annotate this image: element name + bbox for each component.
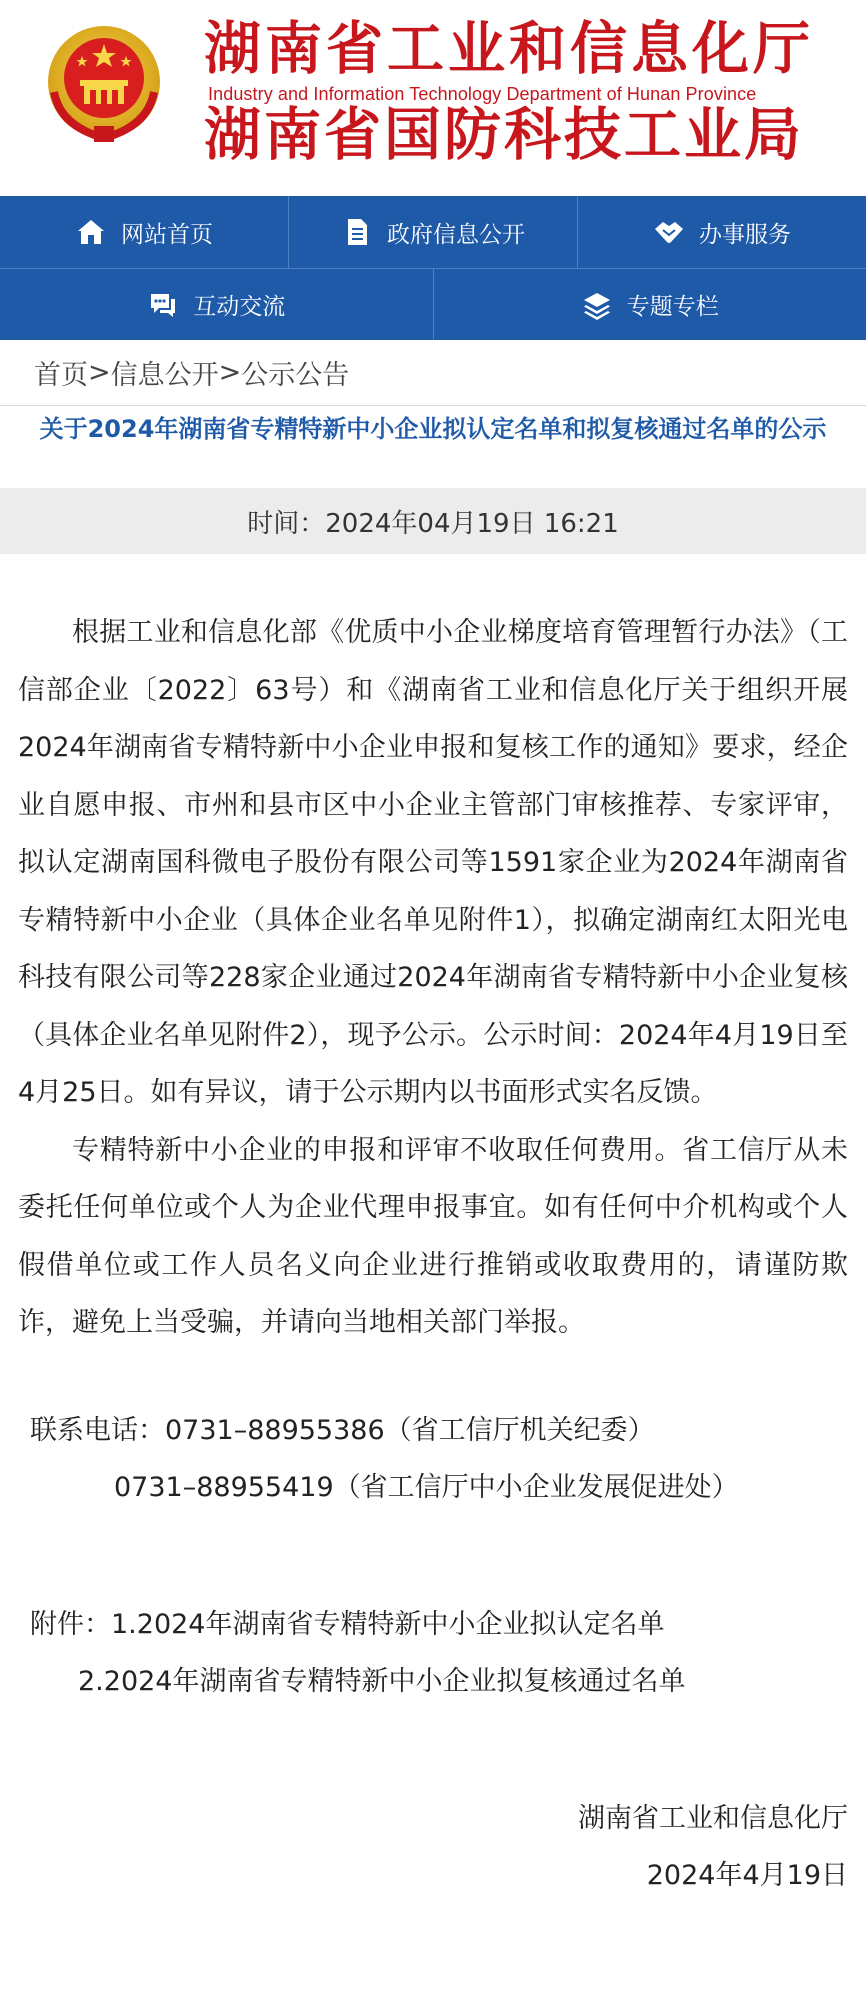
org-name-primary: 湖南省工业和信息化厅	[204, 16, 814, 82]
article-paragraph: 根据工业和信息化部《优质中小企业梯度培育管理暂行办法》（工信部企业〔2022〕63号）和《湖南省工业和信息化厅关于组织开展2024年湖南省专精特新中小企业申报和复核工作的通知》要求，经企业自愿申报、市州和县市区中小企业主管部门审核推荐、专家评审，拟认定湖南国科微电子股份有限公司等1591家企业为2024年湖南省专精特新中小企业（具体企业名单见附件1），拟确定湖南红太阳光电科技有限公司等228家企业通过2024年湖南省专精特新中小企业复核（具体企业名单见附件2），现予公示。公示时间：2024年4月19日至4月25日。如有异议，请于公示期内以书面形式实名反馈。	[18, 617, 848, 1108]
nav-item-topics[interactable]	[433, 269, 866, 340]
national-emblem-icon	[40, 22, 168, 146]
article-title: 关于2024年湖南省专精特新中小企业拟认定名单和拟复核通过名单的公示	[39, 415, 827, 443]
nav-item-gov-info-label: 政府信息公开	[387, 221, 525, 248]
contact-phone-2: 0731–88955419（省工信厅中小企业发展促进处）	[114, 1471, 739, 1503]
nav-item-services-label: 办事服务	[699, 221, 791, 248]
breadcrumb-separator: >	[218, 357, 242, 388]
nav-item-home-label: 网站首页	[121, 221, 213, 248]
attachments	[0, 1596, 866, 1710]
nav-item-services[interactable]	[577, 196, 866, 268]
signature-org: 湖南省工业和信息化厅	[578, 1802, 848, 1834]
breadcrumb-announcements[interactable]: 公示公告	[241, 360, 350, 391]
publish-time: 时间：2024年04月19日 16:21	[0, 488, 866, 554]
nav-item-interaction-label: 互动交流	[193, 294, 286, 320]
nav-row-2	[0, 268, 866, 340]
signature	[0, 1790, 866, 1904]
main-nav	[0, 196, 866, 340]
contact-info	[0, 1402, 866, 1516]
handshake-icon	[653, 216, 685, 248]
nav-item-home[interactable]	[0, 196, 288, 268]
home-icon	[75, 216, 107, 248]
document-icon	[341, 216, 373, 248]
layers-icon	[581, 289, 613, 321]
nav-item-topics-label: 专题专栏	[626, 294, 719, 320]
article-body	[0, 554, 866, 1352]
breadcrumb-info-public[interactable]: 信息公开	[110, 360, 219, 391]
site-header	[0, 0, 866, 196]
attachment-link-2[interactable]: 2.2024年湖南省专精特新中小企业拟复核通过名单	[78, 1665, 686, 1697]
attachment-link-1[interactable]: 附件：1.2024年湖南省专精特新中小企业拟认定名单	[30, 1608, 665, 1640]
article-paragraph: 专精特新中小企业的申报和评审不收取任何费用。省工信厅从未委托任何单位或个人为企业代理申报事宜。如有任何中介机构或个人假借单位或工作人员名义向企业进行推销或收取费用的，请谨防欺诈，避免上当受骗，并请向当地相关部门举报。	[18, 1134, 848, 1338]
breadcrumb	[0, 340, 866, 406]
org-name-secondary: 湖南省国防科技工业局	[204, 102, 804, 168]
nav-item-gov-info[interactable]	[288, 196, 577, 268]
chat-icon	[147, 289, 179, 321]
org-name-english: Industry and Information Technology Department of Hunan Province	[208, 84, 757, 104]
nav-item-interaction[interactable]	[0, 269, 433, 340]
signature-date: 2024年4月19日	[646, 1859, 848, 1891]
breadcrumb-home[interactable]: 首页	[34, 360, 88, 391]
breadcrumb-separator: >	[88, 357, 111, 388]
contact-phone-1: 联系电话：0731–88955386（省工信厅机关纪委）	[30, 1414, 655, 1446]
nav-row-1	[0, 196, 866, 268]
